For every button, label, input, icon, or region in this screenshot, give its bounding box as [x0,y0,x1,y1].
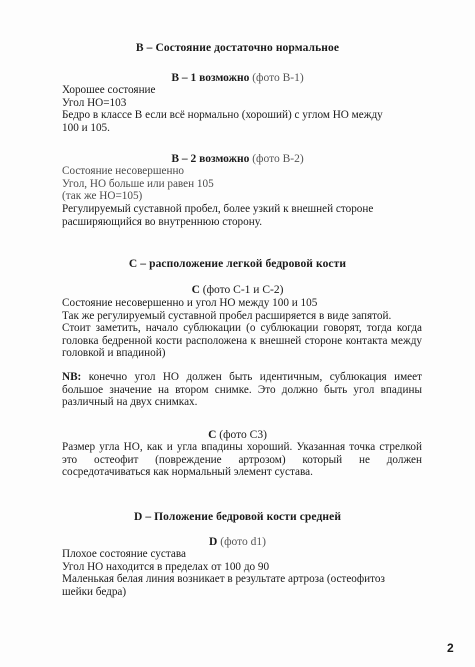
nb-label: NB: [62,371,82,383]
subsection-d1-text: Плохое состояние сустава Угол НО находится в пределах от 100 до 90 Маленькая белая линия возникает в результате артроза (остеофитоз шейки бедра) [62,548,385,598]
subsection-d1-code: D [209,536,218,548]
subsection-b1-text: Хорошее состояние Угол НО=103 Бедро в классе B если всё нормально (хороший) с углом НО между 100 и 105. [62,84,383,134]
section-b-title: B – Состояние достаточно нормальное [135,42,340,54]
subsection-b2-text: Регулируемый суставной пробел, более узкий к внешней стороне расширяющийся во внутреннюю сторону. [62,203,374,228]
subsection-c1-photo: (фото C-1 и C-2) [202,284,284,296]
subsection-c3-heading [0,429,475,441]
section-c-title: C – расположение легкой бедровой кости [128,258,347,270]
subsection-c3-text: Размер угла НО, как и угла впадины хороший. Указанная точка стрелкой это остеофит (повреждение артрозом) который не должен сосредотачиваться как нормальный элемент сустава. [62,441,422,479]
subsection-b1-photo: (фото B-1) [252,72,304,84]
nb-note [62,371,422,409]
subsection-c1-heading [0,284,475,296]
subsection-b2-text-grey: Состояние несовершенно Угол, НО больше или равен 105 (так же НО=105) [62,165,214,203]
section-d-title: D – Положение бедровой кости средней [133,511,342,523]
subsection-b2-photo: (фото B-2) [252,153,304,165]
subsection-b1-code: B – 1 возможно [171,72,250,84]
subsection-c1-text: Состояние несовершенно и угол НО между 100 и 105 Так же регулируемый суставной пробел расширяется в виде запятой. Стоит заметить, начало сублюкации (о сублюкации говорят, тогда когда головка бедренной кости расположена к внешней стороне контакта между головкой и впадиной) [62,297,422,360]
nb-text: конечно угол НО должен быть идентичным, сублюкация имеет большое значение на втором снимке. Это должно быть угол впадины различный на двух снимках. [62,371,422,409]
page-number: 2 [447,641,454,655]
subsection-b1-heading [0,72,475,84]
subsection-c3-photo: (фото C3) [219,429,267,441]
subsection-c3-code: C [208,429,217,441]
subsection-b2-code: B – 2 возможно [171,153,250,165]
subsection-b2-heading [0,153,475,165]
subsection-d1-photo: (фото d1) [220,536,266,548]
subsection-d1-heading [0,536,475,548]
subsection-c1-code: C [191,284,200,296]
